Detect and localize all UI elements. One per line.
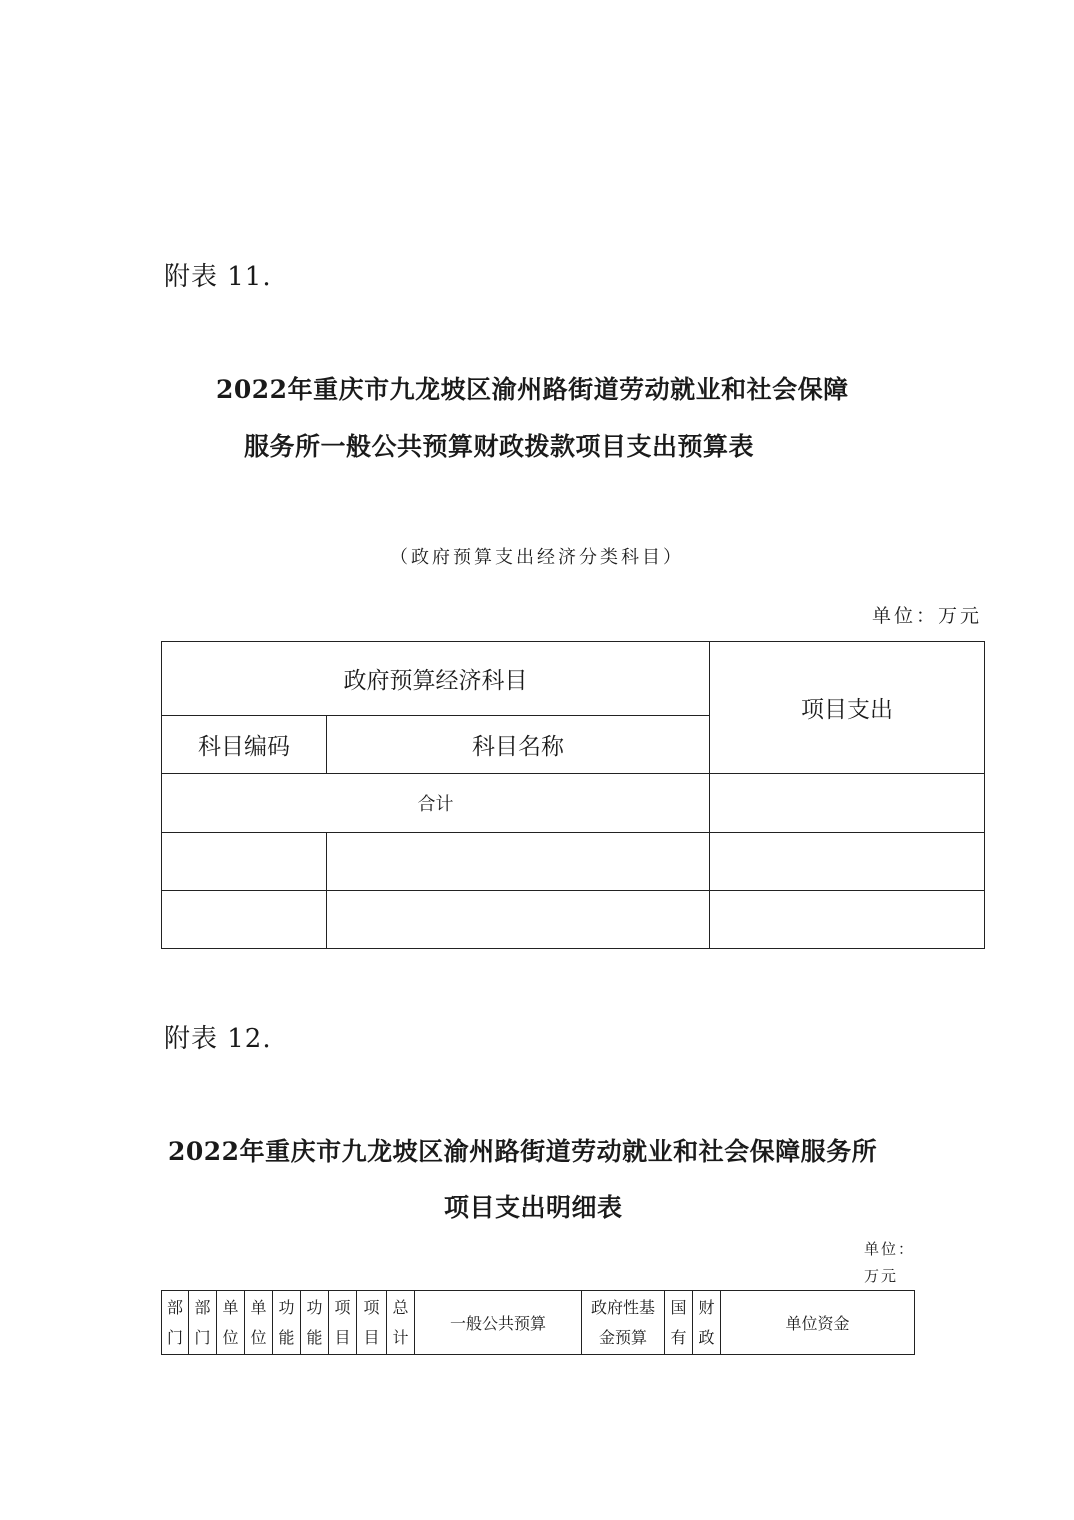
col-header-function-code: 功 能 [273,1291,301,1355]
table-row [162,833,985,891]
subject-name-header: 科目名称 [327,716,710,774]
annex-12-unit-line-1: 单位： [864,1240,916,1258]
col-header-state-owned: 国 有 [665,1291,693,1355]
empty-cell [710,891,985,949]
col-header-unit-code: 单 位 [217,1291,245,1355]
annex-11-label: 附表 11. [164,262,272,292]
empty-cell [327,891,710,949]
annex-12-label: 附表 12. [164,1024,272,1054]
empty-cell [710,833,985,891]
col-header-total: 总 计 [387,1291,415,1355]
col-header-unit-funds: 单位资金 [721,1291,915,1355]
annex-11-table [161,641,985,949]
annex-12-title-line-1: 2022年重庆市九龙坡区渝州路街道劳动就业和社会保障服务所 [168,1137,878,1166]
annex-12-unit-line-2: 万元 [864,1267,899,1285]
annex-11-unit: 单位：万元 [871,605,982,627]
col-header-dept-name: 部 门 [189,1291,217,1355]
subject-code-header: 科目编码 [162,716,327,774]
col-header-fund-budget: 政府性基 金预算 [582,1291,665,1355]
col-header-unit-name: 单 位 [245,1291,273,1355]
empty-cell [162,833,327,891]
project-expense-header: 项目支出 [710,642,985,774]
total-label: 合计 [162,774,710,833]
annex-11-title-line-1: 2022年重庆市九龙坡区渝州路街道劳动就业和社会保障 [216,375,849,404]
annex-11-subtitle: （政府预算支出经济分类科目） [390,547,684,568]
col-header-general-budget: 一般公共预算 [415,1291,582,1355]
annex-12-title-line-2: 项目支出明细表 [444,1193,623,1222]
col-header-project-code: 项 目 [329,1291,357,1355]
annex-11-title-line-2: 服务所一般公共预算财政拨款项目支出预算表 [244,432,755,461]
col-header-dept-code: 部 门 [162,1291,189,1355]
col-header-function-name: 功 能 [301,1291,329,1355]
empty-cell [327,833,710,891]
col-header-project-name: 项 目 [357,1291,387,1355]
empty-cell [162,891,327,949]
col-header-finance: 财 政 [693,1291,721,1355]
annex-12-table [161,1290,915,1355]
table-row [162,891,985,949]
total-value-cell [710,774,985,833]
economic-subject-header: 政府预算经济科目 [162,642,710,716]
